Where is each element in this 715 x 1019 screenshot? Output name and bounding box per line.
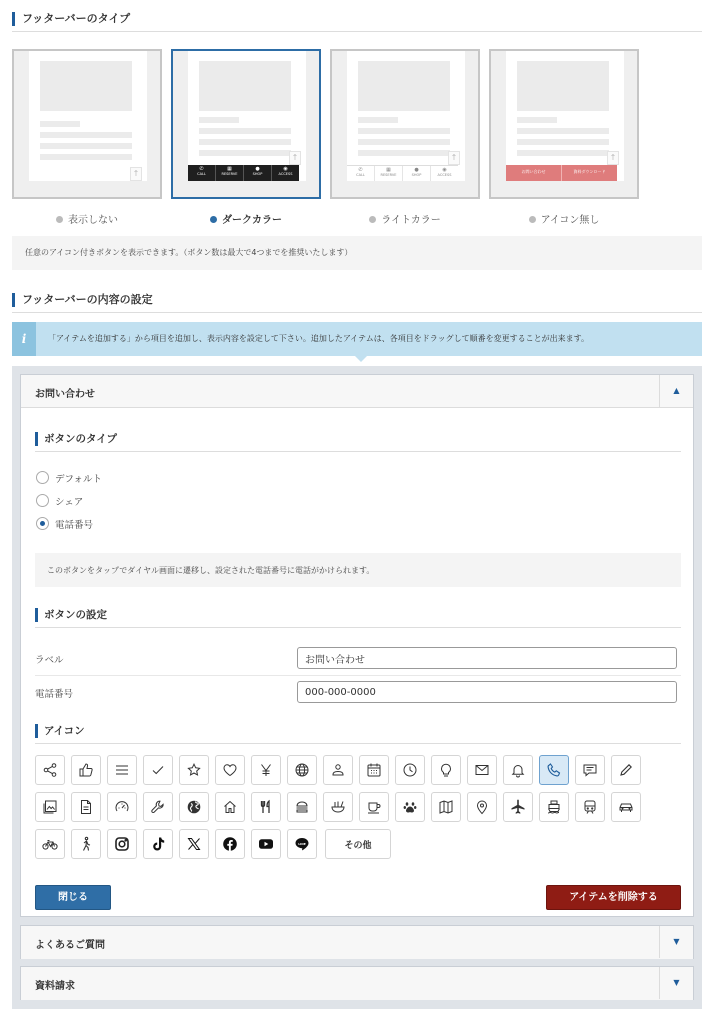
- preview-line: [40, 132, 132, 138]
- radio-dot: [56, 216, 63, 223]
- earth-icon[interactable]: [179, 792, 209, 822]
- preview-line: [199, 150, 291, 156]
- menu-icon[interactable]: [107, 755, 137, 785]
- youtube-icon[interactable]: [251, 829, 281, 859]
- bell-icon[interactable]: [503, 755, 533, 785]
- coffee-icon[interactable]: [359, 792, 389, 822]
- page-top-icon: ↑: [289, 151, 301, 165]
- line-icon[interactable]: [287, 829, 317, 859]
- preview-line: [517, 117, 557, 123]
- share-icon[interactable]: [35, 755, 65, 785]
- page-top-icon: ↑: [448, 151, 460, 165]
- calendar-icon[interactable]: [359, 755, 389, 785]
- button-type-hint: このボタンをタップでダイヤル画面に遷移し、設定された電話番号に電話がかけられます。: [35, 553, 681, 587]
- phone-input[interactable]: [297, 681, 677, 703]
- heading-bar: [12, 293, 15, 307]
- restaurant-icon[interactable]: [251, 792, 281, 822]
- radio-label: シェア: [55, 497, 84, 508]
- preview-label: SHOP: [411, 173, 422, 177]
- preview-footer-dark: [188, 165, 299, 181]
- preview-reserve-item: [375, 166, 403, 181]
- facebook-icon[interactable]: [215, 829, 245, 859]
- phone-icon[interactable]: [539, 755, 569, 785]
- chat-icon[interactable]: [575, 755, 605, 785]
- preview-line: [199, 117, 239, 123]
- accordion-header[interactable]: [21, 926, 693, 959]
- globe-icon[interactable]: [287, 755, 317, 785]
- preview-access-item: [272, 165, 299, 181]
- pencil-icon[interactable]: [611, 755, 641, 785]
- wrench-icon[interactable]: [143, 792, 173, 822]
- radio-label: 電話番号: [55, 520, 94, 531]
- walk-icon[interactable]: [71, 829, 101, 859]
- heart-icon[interactable]: [215, 755, 245, 785]
- preview-label: ACCESS: [437, 173, 452, 177]
- footer-type-none-card[interactable]: [12, 49, 162, 199]
- preview-line: [358, 139, 450, 145]
- button-type-heading: [35, 432, 681, 452]
- pin-icon: ◉: [442, 167, 447, 173]
- car-icon[interactable]: [611, 792, 641, 822]
- expand-toggle-icon[interactable]: ▼: [659, 967, 693, 999]
- page-top-icon: ↑: [130, 167, 142, 181]
- user-icon: ●: [255, 166, 260, 172]
- footer-type-title: フッターバーのタイプ: [22, 12, 131, 25]
- document-icon[interactable]: [71, 792, 101, 822]
- preview-line: [358, 128, 450, 134]
- radio-circle[interactable]: [36, 471, 49, 484]
- close-button[interactable]: 閉じる: [35, 885, 111, 910]
- image-icon[interactable]: [35, 792, 65, 822]
- radio-label: デフォルト: [55, 474, 103, 485]
- instagram-icon[interactable]: [107, 829, 137, 859]
- lightbulb-icon[interactable]: [431, 755, 461, 785]
- option-label: ダークカラー: [222, 215, 282, 226]
- heading-text: ボタンの設定: [44, 609, 107, 621]
- info-text: 「アイテムを追加する」から項目を追加し、表示内容を設定して下さい。追加したアイテムは、各項目をドラッグして順番を変更することが出来ます。: [48, 334, 589, 343]
- preview-label: 資料ダウンロード: [573, 169, 606, 174]
- heading-bar: [35, 724, 38, 738]
- preview-line: [199, 128, 291, 134]
- preview-call-item: [347, 166, 375, 181]
- preview-image: [199, 61, 291, 111]
- accordion-title: 資料請求: [35, 981, 75, 992]
- footer-item-brochure: [20, 966, 694, 1000]
- preview-image: [40, 61, 132, 111]
- preview-line: [40, 154, 132, 160]
- icon-heading: [35, 724, 681, 744]
- yen-icon[interactable]: [251, 755, 281, 785]
- footer-type-none-option[interactable]: [12, 211, 162, 226]
- calendar-icon: ▦: [386, 167, 391, 173]
- preview-shop-item: [403, 166, 431, 181]
- preview-label: SHOP: [252, 172, 263, 176]
- heading-bar: [35, 608, 38, 622]
- mail-icon[interactable]: [467, 755, 497, 785]
- user-icon[interactable]: [323, 755, 353, 785]
- map-icon[interactable]: [431, 792, 461, 822]
- footer-item-faq: [20, 925, 694, 959]
- delete-item-button[interactable]: アイテムを削除する: [546, 885, 681, 910]
- heading-bar: [12, 12, 15, 26]
- preview-label: CALL: [197, 172, 206, 176]
- user-icon: ●: [414, 167, 419, 173]
- footer-type-noicon-card[interactable]: [489, 49, 639, 199]
- preview-label: RESERVE: [380, 173, 397, 177]
- radio-dot: [529, 216, 536, 223]
- preview-label: RESERVE: [221, 172, 238, 176]
- phone-icon: ✆: [199, 166, 204, 172]
- expand-toggle-icon[interactable]: ▼: [659, 926, 693, 958]
- preview-line: [517, 139, 609, 145]
- preview-footer-noicon: [506, 165, 617, 181]
- radio-dot: [210, 216, 217, 223]
- collapse-toggle-icon[interactable]: ▲: [659, 375, 693, 407]
- home-icon[interactable]: [215, 792, 245, 822]
- train-icon[interactable]: [575, 792, 605, 822]
- calendar-icon: ▦: [227, 166, 232, 172]
- preview-call-item: [188, 165, 216, 181]
- phone-field-label: 電話番号: [35, 689, 74, 700]
- thumbs-up-icon[interactable]: [71, 755, 101, 785]
- content-settings-title: フッターバーの内容の設定: [22, 293, 153, 306]
- airplane-icon[interactable]: [503, 792, 533, 822]
- radio-circle[interactable]: [36, 494, 49, 507]
- tiktok-icon[interactable]: [143, 829, 173, 859]
- svg-text:LINE: LINE: [298, 841, 306, 846]
- preview-image: [358, 61, 450, 111]
- preview-line: [199, 139, 291, 145]
- accordion-header[interactable]: [21, 375, 693, 408]
- other-icons-button[interactable]: その他: [325, 829, 391, 859]
- preview-line: [358, 150, 450, 156]
- paw-icon[interactable]: [395, 792, 425, 822]
- info-banner: [12, 322, 702, 356]
- footer-type-dark-option[interactable]: [171, 211, 321, 226]
- footer-type-dark-card[interactable]: [171, 49, 321, 199]
- preview-shop-item: [244, 165, 272, 181]
- footer-items-container: [12, 366, 702, 1009]
- heading-text: アイコン: [44, 725, 85, 737]
- phone-icon: ✆: [358, 167, 363, 173]
- preview-label: ACCESS: [278, 172, 293, 176]
- preview-line: [517, 150, 609, 156]
- check-icon[interactable]: [143, 755, 173, 785]
- accordion-header[interactable]: [21, 967, 693, 1000]
- footer-type-options: [12, 49, 702, 229]
- option-label: ライトカラー: [381, 215, 441, 226]
- pin-icon: ◉: [283, 166, 288, 172]
- star-icon[interactable]: [179, 755, 209, 785]
- heading-text: ボタンのタイプ: [44, 433, 117, 445]
- info-pointer: [355, 356, 367, 362]
- burger-icon[interactable]: [287, 792, 317, 822]
- content-settings-heading: [12, 291, 702, 313]
- preview-reserve-item: [216, 165, 244, 181]
- option-label: 表示しない: [68, 215, 118, 226]
- radio-dot: [369, 216, 376, 223]
- radio-circle[interactable]: [36, 517, 49, 530]
- preview-footer-light: [347, 165, 458, 181]
- preview-line: [40, 143, 132, 149]
- label-input[interactable]: [297, 647, 677, 669]
- preview-line: [40, 121, 80, 127]
- footer-type-noicon-option[interactable]: [489, 211, 639, 226]
- preview-access-item: [431, 166, 458, 181]
- preview-line: [358, 117, 398, 123]
- bicycle-icon[interactable]: [35, 829, 65, 859]
- ship-icon[interactable]: [539, 792, 569, 822]
- footer-type-note: 任意のアイコン付きボタンを表示できます。（ボタン数は最大で4つまでを推奨いたします）: [12, 236, 702, 270]
- clock-icon[interactable]: [395, 755, 425, 785]
- speedometer-icon[interactable]: [107, 792, 137, 822]
- preview-label: お問い合わせ: [506, 165, 562, 181]
- option-label: アイコン無し: [540, 215, 600, 226]
- footer-type-light-card[interactable]: [330, 49, 480, 199]
- preview-page: [29, 51, 147, 181]
- pin-icon[interactable]: [467, 792, 497, 822]
- preview-label: CALL: [356, 173, 365, 177]
- footer-item-contact: [20, 374, 694, 917]
- page-top-icon: ↑: [607, 151, 619, 165]
- info-icon: i: [12, 322, 36, 356]
- footer-type-heading: [12, 10, 702, 32]
- preview-image: [517, 61, 609, 111]
- heading-bar: [35, 432, 38, 446]
- divider: [35, 675, 681, 676]
- footer-type-light-option[interactable]: [330, 211, 480, 226]
- accordion-title: お問い合わせ: [35, 389, 95, 400]
- label-field-label: ラベル: [35, 655, 64, 666]
- preview-line: [517, 128, 609, 134]
- accordion-title: よくあるご質問: [35, 940, 105, 951]
- button-settings-heading: [35, 608, 681, 628]
- x-icon[interactable]: [179, 829, 209, 859]
- noodle-icon[interactable]: [323, 792, 353, 822]
